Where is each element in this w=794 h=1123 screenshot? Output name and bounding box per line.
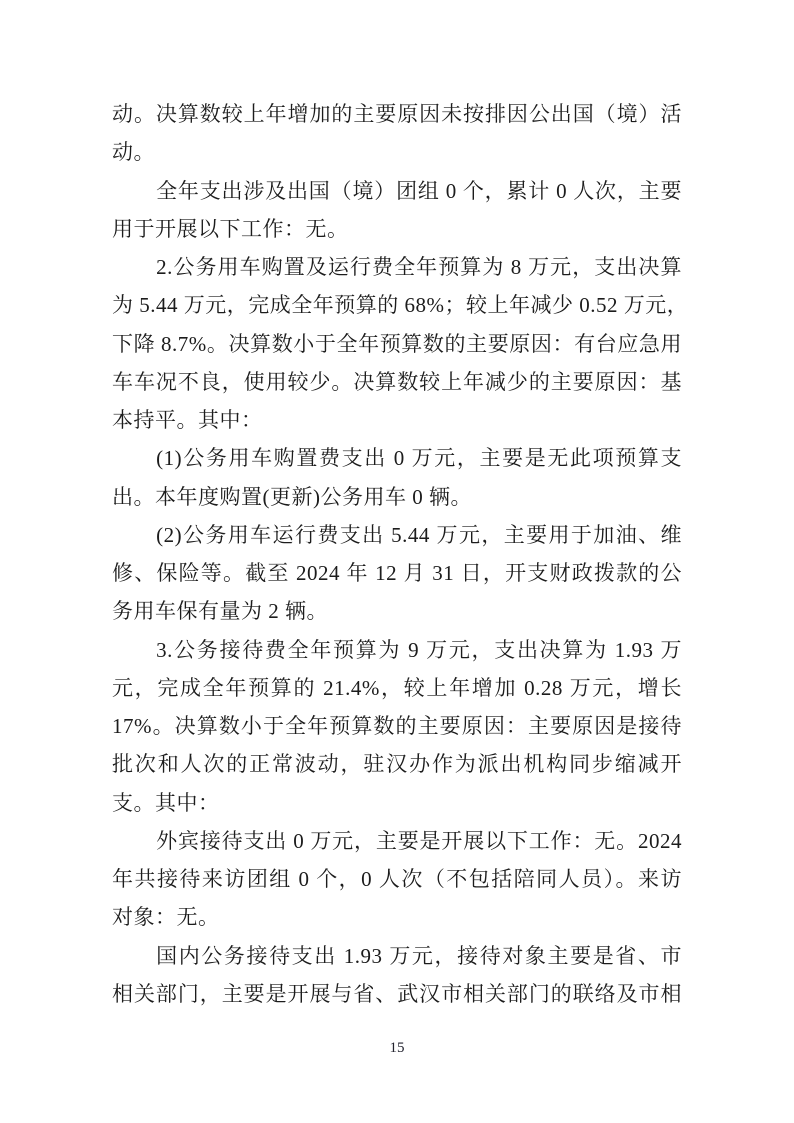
text-line: 务用车保有量为 2 辆。 [112,599,328,624]
text-line: 出。本年度购置(更新)公务用车 0 辆。 [112,484,472,509]
text-line: 用于开展以下工作：无。 [112,216,349,241]
text-line: 元，完成全年预算的 21.4%，较上年增加 0.28 万元，增长 [112,675,682,700]
text-line: 下降 8.7%。决算数小于全年预算数的主要原因：有台应急用 [112,331,682,356]
text-line: 动。决算数较上年增加的主要原因未按排因公出国（境）活 [112,102,682,126]
document-body [112,95,689,1013]
text-line: 年共接待来访团组 0 个，0 人次（不包括陪同人员）。来访 [112,867,682,891]
text-line: 国内公务接待支出 1.93 万元，接待对象主要是省、市 [156,943,682,968]
text-line: 批次和人次的正常波动，驻汉办作为派出机构同步缩减开 [112,752,682,777]
text-line: 修、保险等。截至 2024 年 12 月 31 日，开支财政拨款的公 [112,561,682,585]
text-line: 对象：无。 [112,905,220,930]
text-line: (2)公务用车运行费支出 5.44 万元，主要用于加油、维 [156,522,682,547]
text-line: 本持平。其中： [112,408,263,432]
text-line: (1)公务用车购置费支出 0 万元，主要是无此项预算支 [156,446,682,471]
text-line: 全年支出涉及出国（境）团组 0 个，累计 0 人次，主要 [156,178,682,203]
page-number: 15 [389,1040,405,1056]
text-line: 17%。决算数小于全年预算数的主要原因：主要原因是接待 [112,714,682,738]
text-line: 相关部门，主要是开展与省、武汉市相关部门的联络及市相 [112,981,682,1006]
text-line: 3.公务接待费全年预算为 9 万元，支出决算为 1.93 万 [156,637,682,662]
text-line: 外宾接待支出 0 万元，主要是开展以下工作：无。2024 [156,828,682,853]
text-line: 车车况不良，使用较少。决算数较上年减少的主要原因：基 [112,369,682,394]
text-line: 支。其中： [112,790,220,815]
text-line: 2.公务用车购置及运行费全年预算为 8 万元，支出决算 [156,255,682,279]
text-line: 为 5.44 万元，完成全年预算的 68%；较上年减少 0.52 万元， [112,293,689,318]
text-line: 动。 [112,140,155,165]
